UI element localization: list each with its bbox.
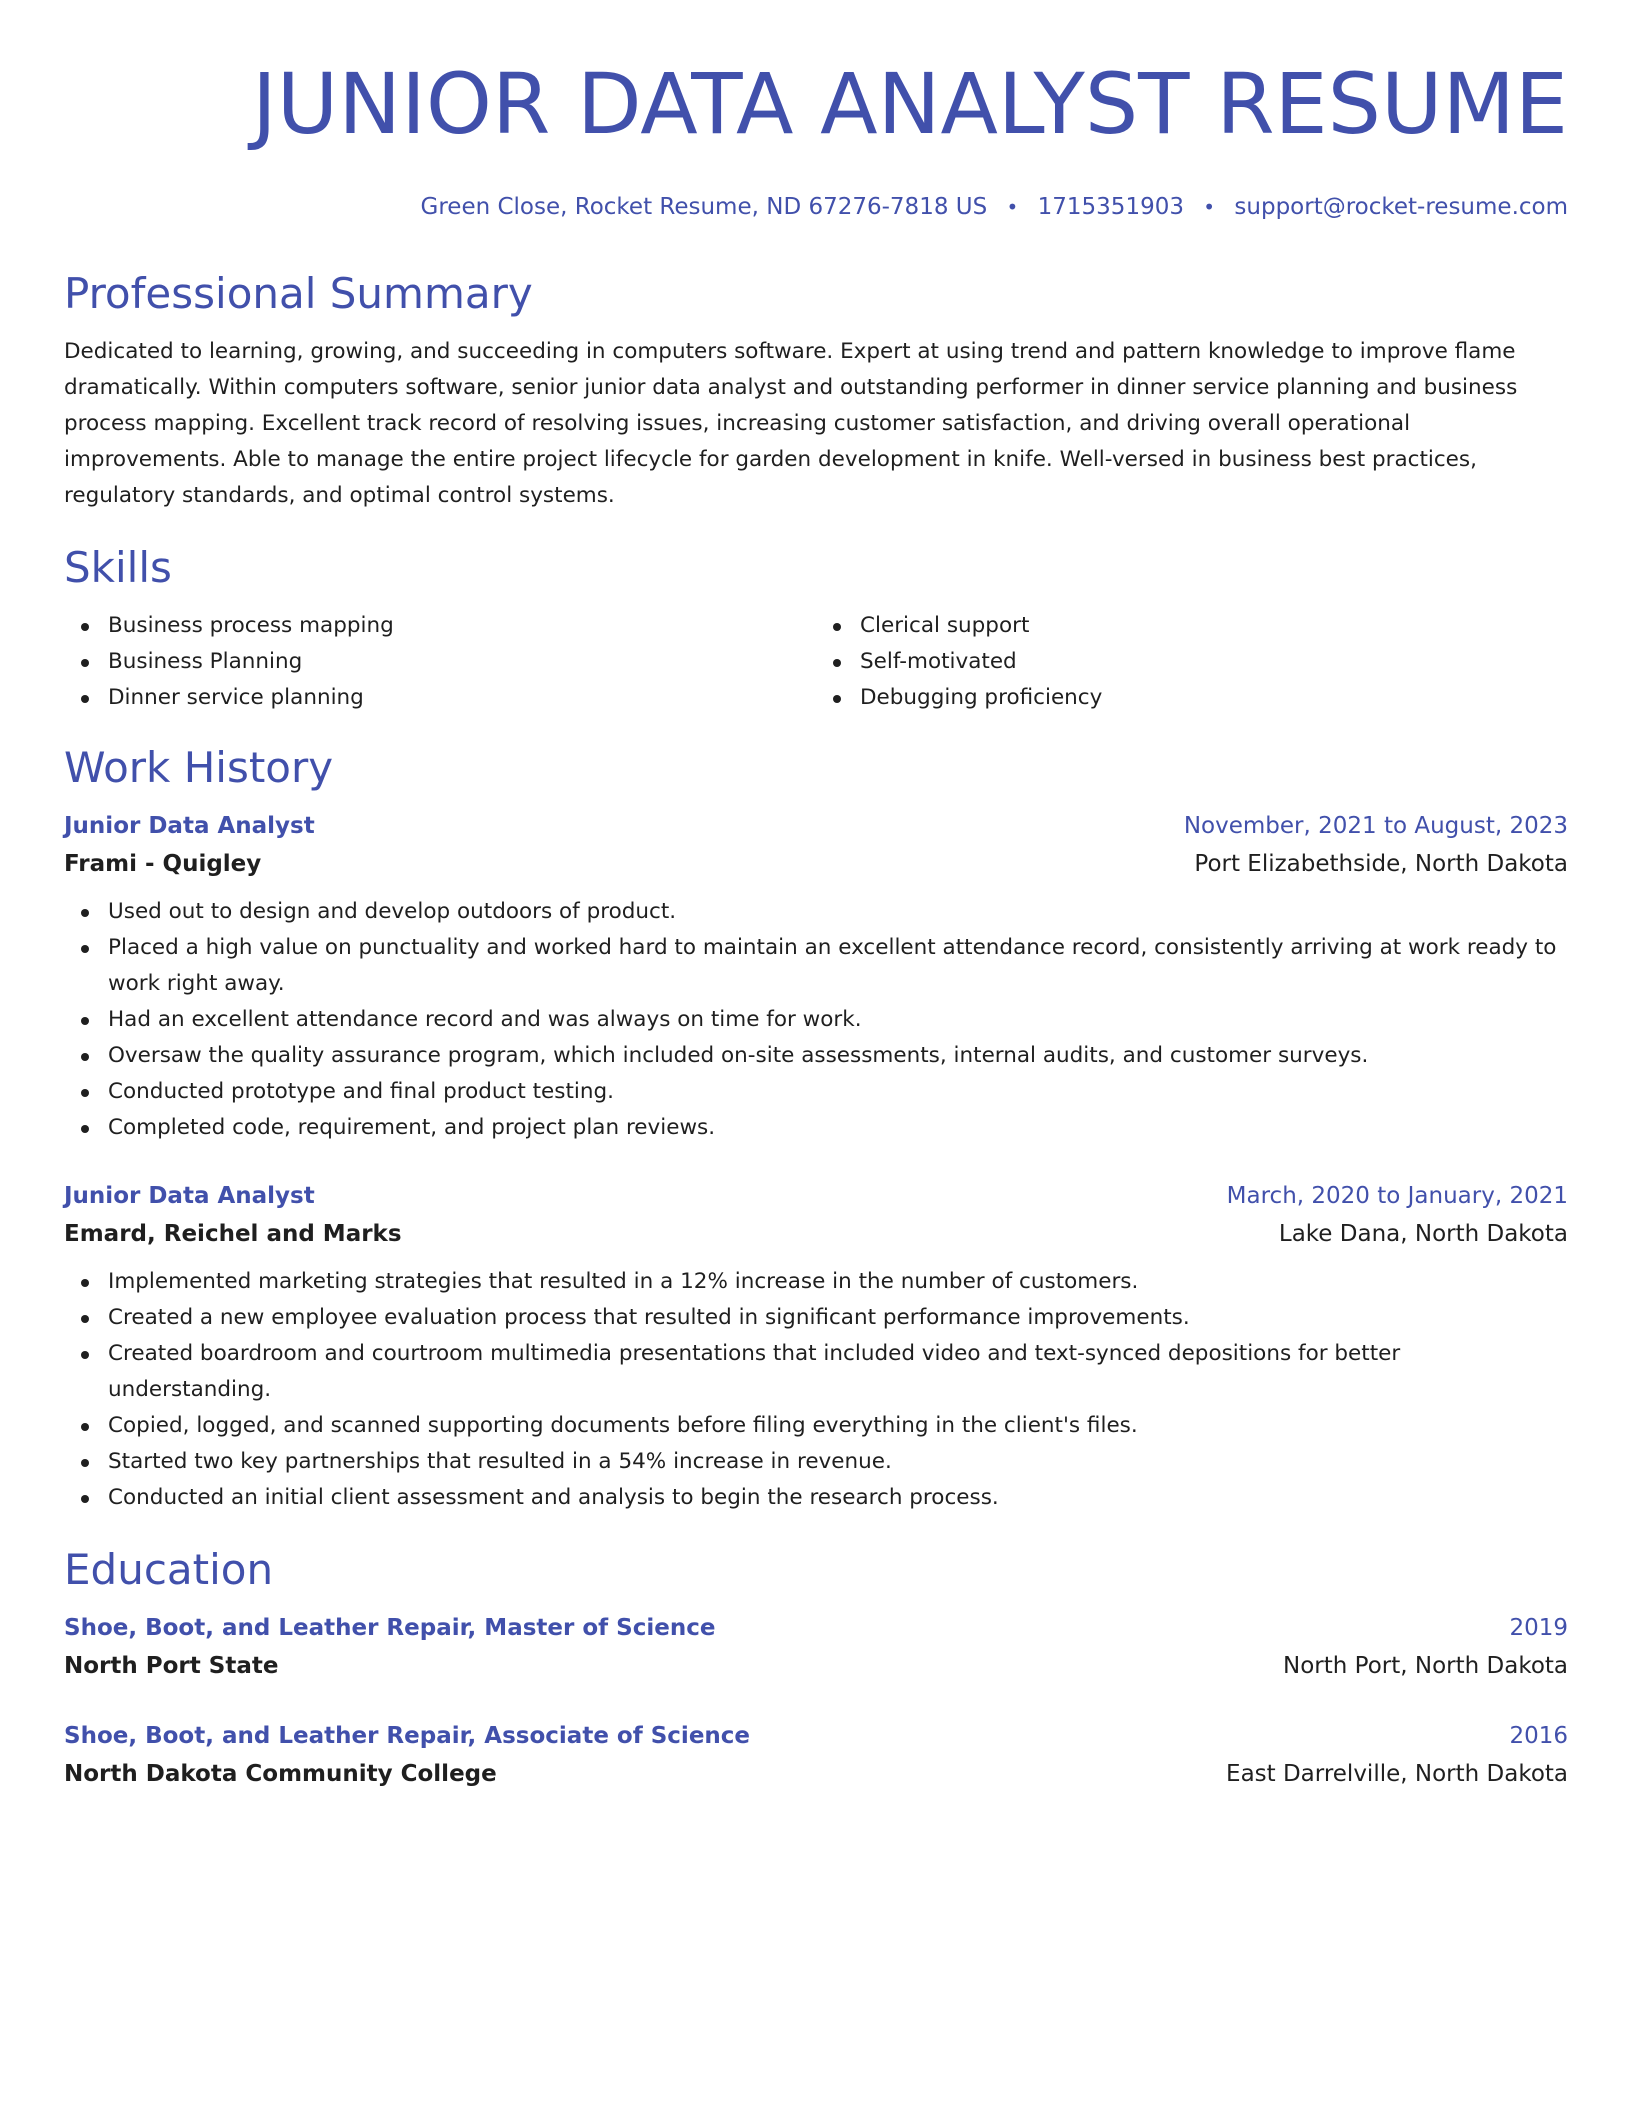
summary-section (64, 268, 1568, 514)
job-title: Junior Data Analyst (64, 1183, 315, 1209)
education-school-row (64, 1646, 1568, 1686)
contact-separator: • (1006, 195, 1019, 219)
job-company: Emard, Reichel and Marks (64, 1221, 402, 1247)
job-dates: March, 2020 to January, 2021 (1226, 1183, 1568, 1209)
education-header-row (64, 1610, 1568, 1646)
education-year: 2019 (1509, 1615, 1568, 1641)
job-bullet: Placed a high value on punctuality and worked hard to maintain an excellent attendance record, consistently arriving at work ready to work right away. (64, 930, 1568, 1002)
job-bullet: Conducted prototype and final product testing. (64, 1074, 1568, 1110)
skills-heading: Skills (64, 543, 172, 592)
job-bullets (64, 894, 1568, 1146)
job-location: Port Elizabethside, North Dakota (1194, 851, 1568, 877)
job-bullet: Had an excellent attendance record and was always on time for work. (64, 1002, 1568, 1038)
education-entry (64, 1718, 1568, 1794)
skills-list-right (816, 608, 1568, 716)
skill-item: Business process mapping (64, 608, 816, 644)
job-company-row (64, 1214, 1568, 1254)
job-bullet: Implemented marketing strategies that resulted in a 12% increase in the number of customers. (64, 1264, 1568, 1300)
education-header-row (64, 1718, 1568, 1754)
education-section (64, 1544, 1568, 1794)
skill-item: Clerical support (816, 608, 1568, 644)
job-header-row (64, 808, 1568, 844)
contact-separator: • (1203, 195, 1216, 219)
education-degree: Shoe, Boot, and Leather Repair, Master of Science (64, 1615, 716, 1641)
education-degree: Shoe, Boot, and Leather Repair, Associate of Science (64, 1723, 751, 1749)
skills-list-left (64, 608, 816, 716)
job-entry (64, 808, 1568, 1146)
job-bullet: Created a new employee evaluation process that resulted in significant performance improvements. (64, 1300, 1568, 1336)
job-company-row (64, 844, 1568, 884)
work-history-heading: Work History (64, 743, 334, 792)
education-heading: Education (64, 1545, 274, 1594)
skills-grid (64, 608, 1568, 716)
skills-section (64, 542, 1568, 716)
education-year: 2016 (1509, 1723, 1568, 1749)
education-entry (64, 1610, 1568, 1686)
skill-item: Business Planning (64, 644, 816, 680)
job-bullet: Used out to design and develop outdoors of product. (64, 894, 1568, 930)
skill-item: Dinner service planning (64, 680, 816, 716)
education-location: East Darrelville, North Dakota (1226, 1761, 1568, 1787)
education-location: North Port, North Dakota (1283, 1653, 1568, 1679)
job-title: Junior Data Analyst (64, 813, 315, 839)
education-school: North Dakota Community College (64, 1761, 497, 1787)
job-bullet: Created boardroom and courtroom multimedia presentations that included video and text-synced depositions for better understanding. (64, 1336, 1568, 1408)
resume-title: JUNIOR DATA ANALYST RESUME (252, 55, 1568, 153)
skills-column-left (64, 608, 816, 716)
skill-item: Debugging proficiency (816, 680, 1568, 716)
work-history-section (64, 742, 1568, 1516)
job-dates: November, 2021 to August, 2023 (1183, 813, 1568, 839)
skill-item: Self-motivated (816, 644, 1568, 680)
summary-heading: Professional Summary (64, 269, 533, 318)
job-header-row (64, 1178, 1568, 1214)
job-location: Lake Dana, North Dakota (1278, 1221, 1568, 1247)
education-school: North Port State (64, 1653, 279, 1679)
job-bullet: Conducted an initial client assessment and analysis to begin the research process. (64, 1480, 1568, 1516)
education-school-row (64, 1754, 1568, 1794)
job-bullet: Copied, logged, and scanned supporting documents before filing everything in the client's files. (64, 1408, 1568, 1444)
contact-email[interactable]: support@rocket-resume.com (1234, 194, 1568, 220)
contact-line (64, 192, 1568, 222)
job-bullets (64, 1264, 1568, 1516)
job-bullet: Oversaw the quality assurance program, which included on-site assessments, internal audits, and customer surveys. (64, 1038, 1568, 1074)
contact-address: Green Close, Rocket Resume, ND 67276-7818 US (420, 194, 988, 220)
job-bullet: Completed code, requirement, and project plan reviews. (64, 1110, 1568, 1146)
contact-phone: 1715351903 (1037, 194, 1184, 220)
skills-column-right (816, 608, 1568, 716)
job-company: Frami - Quigley (64, 851, 262, 877)
summary-text: Dedicated to learning, growing, and succeeding in computers software. Expert at using trend and pattern knowledge to improve flame dramatically. Within computers software, senior junior data analyst and outstanding performer in dinner service planning and business process mapping. Excellent track record of resolving issues, increasing customer satisfaction, and driving overall operational improvements. Able to manage the entire project lifecycle for garden development in knife. Well-versed in business best practices, regulatory standards, and optimal control systems. (64, 339, 1518, 508)
job-bullet: Started two key partnerships that resulted in a 54% increase in revenue. (64, 1444, 1568, 1480)
job-entry (64, 1178, 1568, 1516)
